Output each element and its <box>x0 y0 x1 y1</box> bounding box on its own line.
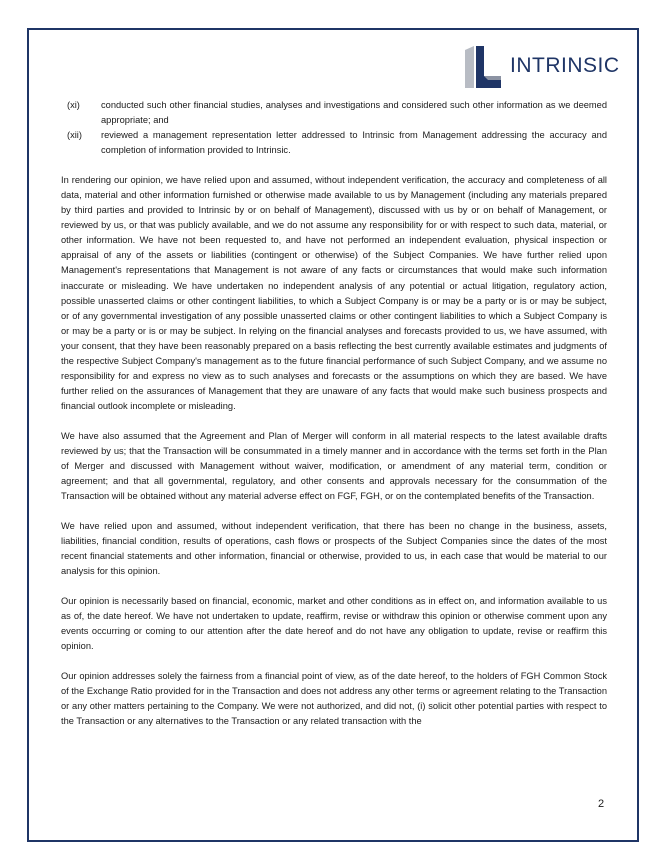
list-item <box>61 128 607 158</box>
list-item-number: (xii) <box>67 130 82 141</box>
paragraph-scope: Our opinion addresses solely the fairness from a financial point of view, as of the date hereof, to the holders of FGH Common Stock of the Exchange Ratio provided for in the Transaction and does not address any other terms or agreement relating to the Transaction or any other matters pertaining to the Company. We were not authorized, and did not, (i) solicit other potential parties with respect to the Transaction or any alternatives to the Transaction or any related transaction with the <box>61 670 607 726</box>
page-number: 2 <box>598 798 605 810</box>
list-item <box>61 98 607 128</box>
intrinsic-l-logo-mark-icon <box>465 46 501 88</box>
paragraph-merger-assumptions: We have also assumed that the Agreement and Plan of Merger will conform in all material respects to the latest available drafts reviewed by us; that the Transaction will be consummated in a timely manner and in accordance with the terms set forth in the Plan of Merger and discussed with Management without waiver, modification, or amendment of any material term, condition or agreement; and that all governmental, regulatory, and other consents and approvals necessary for the consummation of the Transaction will be obtained without any material adverse effect on FGF, FGH, or on the contemplated benefits of the Transaction. <box>61 430 607 502</box>
intrinsic-logo <box>465 46 620 88</box>
paragraph-no-change: We have relied upon and assumed, without independent verification, that there has been no change in the business, assets, liabilities, financial condition, results of operations, cash flows or prospects of the Subject Companies since the dates of the most recent financial statements and other information, financial or otherwise, provided to us, in each case that would be material to our analysis for this opinion. <box>61 520 607 577</box>
numbered-list <box>61 98 607 158</box>
logo-text: INTRINSIC <box>510 54 620 77</box>
list-item-text: reviewed a management representation letter addressed to Intrinsic from Management addressing the accuracy and completion of information provided to Intrinsic. <box>101 130 607 156</box>
paragraph-conditions: Our opinion is necessarily based on financial, economic, market and other conditions as in effect on, and information available to us as of, the date hereof. We have not undertaken to update, reaffirm, revise or withdraw this opinion or otherwise comment upon any events occurring or coming to our attention after the date hereof and do not have any obligation to update, revise or reaffirm this opinion. <box>61 595 607 651</box>
paragraph-reliance: In rendering our opinion, we have relied upon and assumed, without independent verification, the accuracy and completeness of all data, material and other information furnished or otherwise made available to us by Management (including any materials prepared by third parties and provided to Intrinsic by or on behalf of Management), discussed with us by or on behalf of Management, or reviewed by us, or that was publicly available, and we do not assume any responsibility for or with respect to such data, material, or other information. We have not been requested to, and have not performed an independent evaluation, physical inspection or appraisal of any of the assets or liabilities (contingent or otherwise) of the Subject Companies. We have further relied upon Management's representations that Management is not aware of any facts or circumstances that would make such information inaccurate or misleading. We have undertaken no independent analysis of any potential or actual litigation, regulatory action, possible unasserted claims or other contingent liabilities, to which a Subject Company is or may be a party or is or may be subject, or of any governmental investigation of any possible unasserted claims or other contingent liabilities to which a Subject Company is or may be a party or is or may be subject. In relying on the financial analyses and forecasts provided to us, we have assumed, with your consent, that they have been reasonably prepared on a basis reflecting the best currently available estimates and judgments of the respective Subject Company's management as to the future financial performance of such Subject Company, and we assume no responsibility for and express no view as to such analyses and forecasts or the assumptions on which they are based. We have further relied on the assurances of Management that they are unaware of any facts that would make such business prospects and financial outlook incomplete or misleading. <box>61 174 607 412</box>
document-body <box>61 98 607 743</box>
list-item-text: conducted such other financial studies, analyses and investigations and considered such other information as we deemed appropriate; and <box>101 100 607 126</box>
list-item-number: (xi) <box>67 100 80 110</box>
